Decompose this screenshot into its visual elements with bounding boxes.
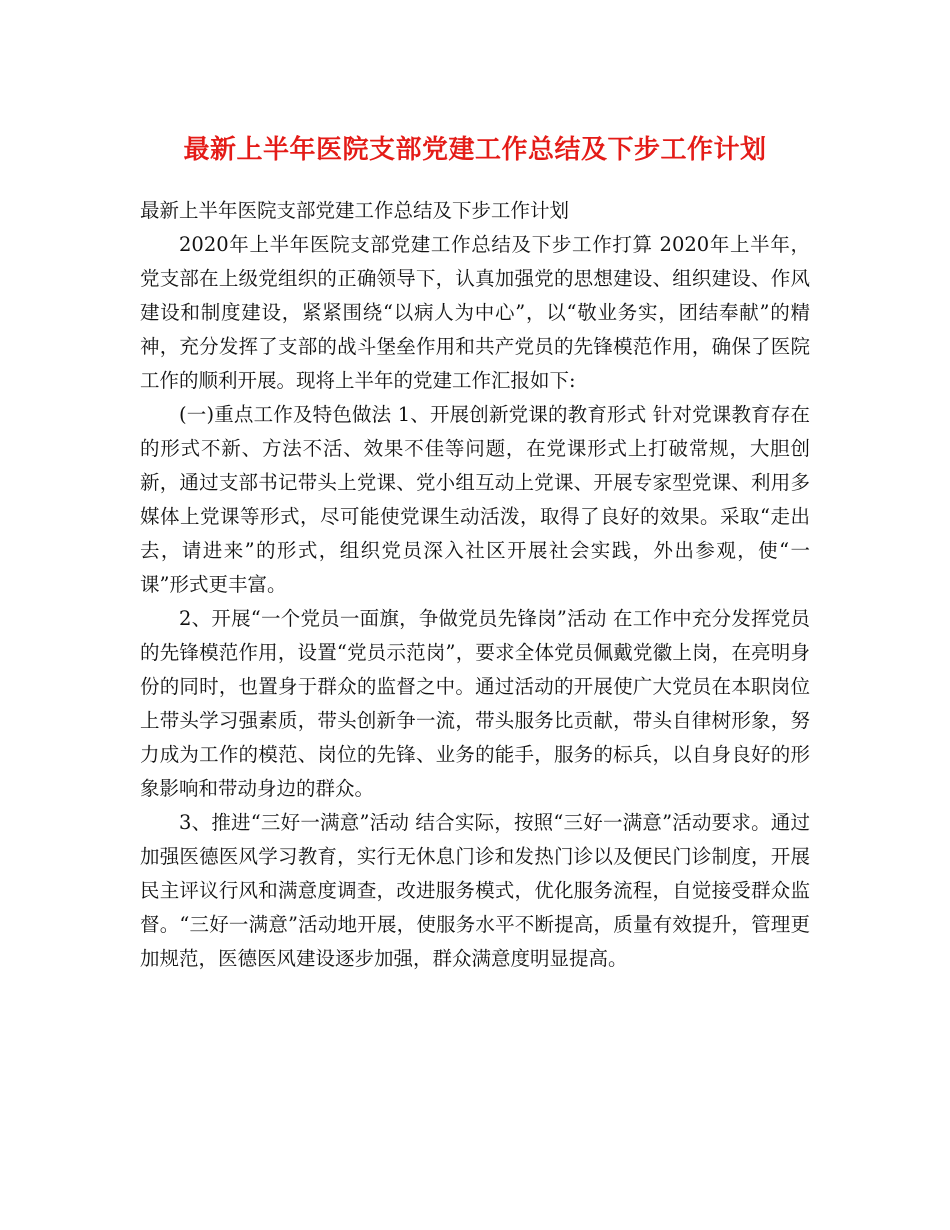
section-3-paragraph: 3、推进“三好一满意”活动 结合实际，按照“三好一满意”活动要求。通过加强医德医风学习教育，实行无休息门诊和发热门诊以及便民门诊制度，开展民主评议行风和满意度调查，改进服务模式，优化服务流程，自觉接受群众监督。“三好一满意”活动地开展，使服务水平不断提高，质量有效提升，管理更加规范，医德医风建设逐步加强，群众满意度明显提高。 bbox=[140, 811, 810, 970]
subtitle-paragraph: 最新上半年医院支部党建工作总结及下步工作计划 bbox=[140, 199, 570, 222]
document-title: 最新上半年医院支部党建工作总结及下步工作计划 bbox=[183, 135, 767, 165]
document-body bbox=[140, 194, 810, 976]
section-2-paragraph: 2、开展“一个党员一面旗，争做党员先锋岗”活动 在工作中充分发挥党员的先锋模范作用，设置“党员示范岗”，要求全体党员佩戴党徽上岗，在亮明身份的同时，也置身于群众的监督之中。通过活动的开展使广大党员在本职岗位上带头学习强素质，带头创新争一流，带头服务比贡献，带头自律树形象，努力成为工作的模范、岗位的先锋、业务的能手，服务的标兵，以自身良好的形象影响和带动身边的群众。 bbox=[140, 607, 810, 800]
section-1-paragraph: (一)重点工作及特色做法 1、开展创新党课的教育形式 针对党课教育存在的形式不新、方法不活、效果不佳等问题，在党课形式上打破常规，大胆创新，通过支部书记带头上党课、党小组互动上党课、开展专家型党课、利用多媒体上党课等形式，尽可能使党课生动活泼，取得了良好的效果。采取“走出去，请进来”的形式，组织党员深入社区开展社会实践，外出参观，使“一课”形式更丰富。 bbox=[140, 403, 810, 596]
intro-paragraph: 2020年上半年医院支部党建工作总结及下步工作打算 2020年上半年，党支部在上级党组织的正确领导下，认真加强党的思想建设、组织建设、作风建设和制度建设，紧紧围绕“以病人为中心”，以“敬业务实，团结奉献”的精神，充分发挥了支部的战斗堡垒作用和共产党员的先锋模范作用，确保了医院工作的顺利开展。现将上半年的党建工作汇报如下: bbox=[140, 233, 810, 392]
